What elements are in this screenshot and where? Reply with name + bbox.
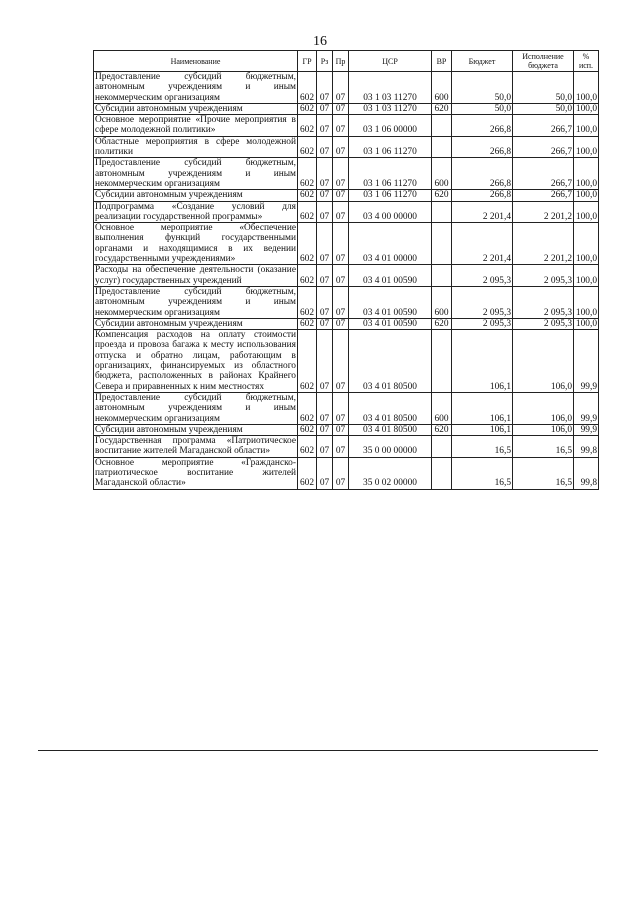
cell-name: Компенсация расходов на оплату стоимости проезда и провоза багажа к месту использования отпуска и обратно лицам, работающим в организациях, финансируемых из областного бюджета, расположенных в районах Крайнего Севера и приравненных к ним местностях (95, 330, 296, 392)
cell-rz: 07 (317, 318, 333, 329)
cell-percent: 99,8 (574, 457, 599, 489)
table-row (94, 457, 599, 489)
table-row (94, 265, 599, 287)
cell-gr: 602 (298, 424, 317, 435)
page-number: 16 (313, 34, 327, 49)
cell-percent: 100,0 (574, 190, 599, 201)
cell-gr: 602 (298, 436, 317, 458)
cell-gr: 602 (298, 392, 317, 424)
cell-name: Основное мероприятие «Гражданско-патриотическое воспитание жителей Магаданской области» (95, 457, 296, 489)
header-name: Наименование (94, 51, 298, 72)
cell-percent: 100,0 (574, 286, 599, 318)
header-csr: ЦСР (349, 51, 432, 72)
cell-vr (432, 265, 452, 287)
cell-gr: 602 (298, 330, 317, 393)
table-row (94, 424, 599, 435)
cell-execution: 106,0 (513, 392, 574, 424)
cell-vr: 600 (432, 158, 452, 190)
cell-execution: 266,7 (513, 136, 574, 158)
cell-vr: 620 (432, 318, 452, 329)
cell-percent: 100,0 (574, 72, 599, 104)
cell-gr: 602 (298, 190, 317, 201)
table-row (94, 115, 599, 137)
cell-gr: 602 (298, 115, 317, 137)
cell-rz: 07 (317, 436, 333, 458)
cell-name: Основное мероприятие «Обеспечение выполнения функций государственными органами и находящимися в их ведении государственными учреждениями» (95, 223, 296, 265)
cell-budget: 106,1 (452, 330, 513, 393)
cell-name: Предоставление субсидий бюджетным, автономным учреждениям и иным некоммерческим организациям (95, 72, 296, 103)
cell-name: Предоставление субсидий бюджетным, автономным учреждениям и иным некоммерческим организациям (95, 158, 296, 189)
cell-pr: 07 (333, 392, 349, 424)
cell-percent: 100,0 (574, 223, 599, 265)
cell-gr: 602 (298, 201, 317, 223)
table-row (94, 136, 599, 158)
cell-rz: 07 (317, 392, 333, 424)
cell-budget: 2 095,3 (452, 265, 513, 287)
cell-gr: 602 (298, 318, 317, 329)
cell-csr: 03 4 01 80500 (349, 330, 432, 393)
header-percent: % исп. (574, 51, 599, 72)
cell-pr: 07 (333, 190, 349, 201)
cell-name: Подпрограмма «Создание условий для реализации государственной программы» (95, 201, 296, 222)
table-row (94, 72, 599, 104)
cell-gr: 602 (298, 158, 317, 190)
cell-pr: 07 (333, 201, 349, 223)
cell-rz: 07 (317, 115, 333, 137)
cell-vr: 620 (432, 424, 452, 435)
cell-execution: 2 095,3 (513, 265, 574, 287)
cell-gr: 602 (298, 103, 317, 114)
cell-percent: 99,8 (574, 436, 599, 458)
table-row (94, 392, 599, 424)
cell-percent: 100,0 (574, 201, 599, 223)
cell-execution: 266,7 (513, 158, 574, 190)
cell-rz: 07 (317, 158, 333, 190)
cell-percent: 100,0 (574, 103, 599, 114)
cell-rz: 07 (317, 286, 333, 318)
table-row (94, 436, 599, 458)
cell-vr: 600 (432, 286, 452, 318)
cell-percent: 100,0 (574, 318, 599, 329)
bottom-divider (38, 750, 598, 751)
cell-budget: 2 095,3 (452, 286, 513, 318)
cell-rz: 07 (317, 330, 333, 393)
table-header-row (94, 51, 599, 72)
cell-vr (432, 115, 452, 137)
cell-budget: 266,8 (452, 190, 513, 201)
cell-execution: 266,7 (513, 190, 574, 201)
cell-budget: 2 095,3 (452, 318, 513, 329)
table-row (94, 158, 599, 190)
cell-name: Областные мероприятия в сфере молодежной политики (95, 136, 296, 158)
cell-budget: 2 201,4 (452, 223, 513, 265)
cell-budget: 266,8 (452, 136, 513, 158)
table-row (94, 330, 599, 393)
cell-vr (432, 330, 452, 393)
cell-vr (432, 136, 452, 158)
cell-name: Основное мероприятие «Прочие мероприятия в сфере молодежной политики» (95, 115, 296, 136)
cell-execution: 2 201,2 (513, 201, 574, 223)
cell-execution: 50,0 (513, 72, 574, 104)
header-budget: Бюджет (452, 51, 513, 72)
cell-pr: 07 (333, 115, 349, 137)
cell-csr: 03 1 06 11270 (349, 158, 432, 190)
header-rz: Рз (317, 51, 333, 72)
cell-gr: 602 (298, 457, 317, 489)
cell-vr: 600 (432, 72, 452, 104)
cell-execution: 2 095,3 (513, 318, 574, 329)
cell-budget: 266,8 (452, 115, 513, 137)
cell-vr (432, 457, 452, 489)
cell-execution: 16,5 (513, 457, 574, 489)
cell-rz: 07 (317, 265, 333, 287)
table-row (94, 318, 599, 329)
cell-vr: 600 (432, 392, 452, 424)
cell-budget: 106,1 (452, 424, 513, 435)
cell-csr: 03 4 01 00590 (349, 286, 432, 318)
cell-vr (432, 436, 452, 458)
table-row (94, 223, 599, 265)
header-execution: Исполнение бюджета (513, 51, 574, 72)
cell-pr: 07 (333, 330, 349, 393)
cell-budget: 16,5 (452, 457, 513, 489)
cell-vr (432, 201, 452, 223)
cell-csr: 03 4 01 00000 (349, 223, 432, 265)
cell-percent: 100,0 (574, 115, 599, 137)
cell-budget: 16,5 (452, 436, 513, 458)
cell-csr: 03 4 01 80500 (349, 392, 432, 424)
cell-percent: 99,9 (574, 424, 599, 435)
cell-csr: 03 1 06 11270 (349, 136, 432, 158)
cell-budget: 266,8 (452, 158, 513, 190)
cell-execution: 106,0 (513, 424, 574, 435)
cell-pr: 07 (333, 136, 349, 158)
cell-pr: 07 (333, 436, 349, 458)
cell-execution: 106,0 (513, 330, 574, 393)
cell-execution: 2 095,3 (513, 286, 574, 318)
cell-csr: 03 4 01 80500 (349, 424, 432, 435)
cell-name: Субсидии автономным учреждениям (94, 318, 298, 329)
cell-vr (432, 223, 452, 265)
cell-csr: 35 0 00 00000 (349, 436, 432, 458)
table-row (94, 286, 599, 318)
cell-gr: 602 (298, 136, 317, 158)
cell-execution: 50,0 (513, 103, 574, 114)
cell-name: Государственная программа «Патриотическое воспитание жителей Магаданской области» (95, 436, 296, 457)
cell-budget: 50,0 (452, 72, 513, 104)
budget-table (93, 50, 599, 490)
cell-budget: 50,0 (452, 103, 513, 114)
cell-rz: 07 (317, 103, 333, 114)
table-body (94, 72, 599, 490)
cell-pr: 07 (333, 457, 349, 489)
cell-pr: 07 (333, 318, 349, 329)
cell-rz: 07 (317, 72, 333, 104)
cell-csr: 35 0 02 00000 (349, 457, 432, 489)
cell-gr: 602 (298, 286, 317, 318)
cell-name: Субсидии автономным учреждениям (94, 424, 298, 435)
cell-pr: 07 (333, 103, 349, 114)
cell-rz: 07 (317, 424, 333, 435)
cell-pr: 07 (333, 223, 349, 265)
table-row (94, 201, 599, 223)
cell-vr: 620 (432, 103, 452, 114)
cell-pr: 07 (333, 265, 349, 287)
cell-pr: 07 (333, 72, 349, 104)
cell-percent: 99,9 (574, 330, 599, 393)
cell-percent: 100,0 (574, 265, 599, 287)
cell-name: Субсидии автономным учреждениям (94, 190, 298, 201)
cell-name: Предоставление субсидий бюджетным, автономным учреждениям и иным некоммерческим организациям (95, 286, 296, 318)
cell-rz: 07 (317, 223, 333, 265)
cell-vr: 620 (432, 190, 452, 201)
cell-name: Расходы на обеспечение деятельности (оказание услуг) государственных учреждений (95, 265, 296, 286)
cell-csr: 03 4 00 00000 (349, 201, 432, 223)
cell-budget: 2 201,4 (452, 201, 513, 223)
cell-name: Субсидии автономным учреждениям (94, 103, 298, 114)
cell-pr: 07 (333, 286, 349, 318)
cell-execution: 16,5 (513, 436, 574, 458)
cell-pr: 07 (333, 424, 349, 435)
cell-gr: 602 (298, 72, 317, 104)
cell-csr: 03 4 01 00590 (349, 318, 432, 329)
table-row (94, 103, 599, 114)
cell-pr: 07 (333, 158, 349, 190)
cell-gr: 602 (298, 223, 317, 265)
cell-rz: 07 (317, 136, 333, 158)
cell-rz: 07 (317, 201, 333, 223)
cell-execution: 2 201,2 (513, 223, 574, 265)
header-gr: ГР (298, 51, 317, 72)
table-row (94, 190, 599, 201)
cell-csr: 03 1 06 11270 (349, 190, 432, 201)
header-pr: Пр (333, 51, 349, 72)
cell-budget: 106,1 (452, 392, 513, 424)
cell-csr: 03 4 01 00590 (349, 265, 432, 287)
cell-gr: 602 (298, 265, 317, 287)
cell-csr: 03 1 03 11270 (349, 72, 432, 104)
cell-percent: 100,0 (574, 136, 599, 158)
cell-execution: 266,7 (513, 115, 574, 137)
cell-percent: 100,0 (574, 158, 599, 190)
cell-csr: 03 1 03 11270 (349, 103, 432, 114)
cell-name: Предоставление субсидий бюджетным, автономным учреждениям и иным некоммерческим организациям (95, 392, 296, 424)
cell-rz: 07 (317, 457, 333, 489)
cell-percent: 99,9 (574, 392, 599, 424)
cell-rz: 07 (317, 190, 333, 201)
header-vr: ВР (432, 51, 452, 72)
cell-csr: 03 1 06 00000 (349, 115, 432, 137)
